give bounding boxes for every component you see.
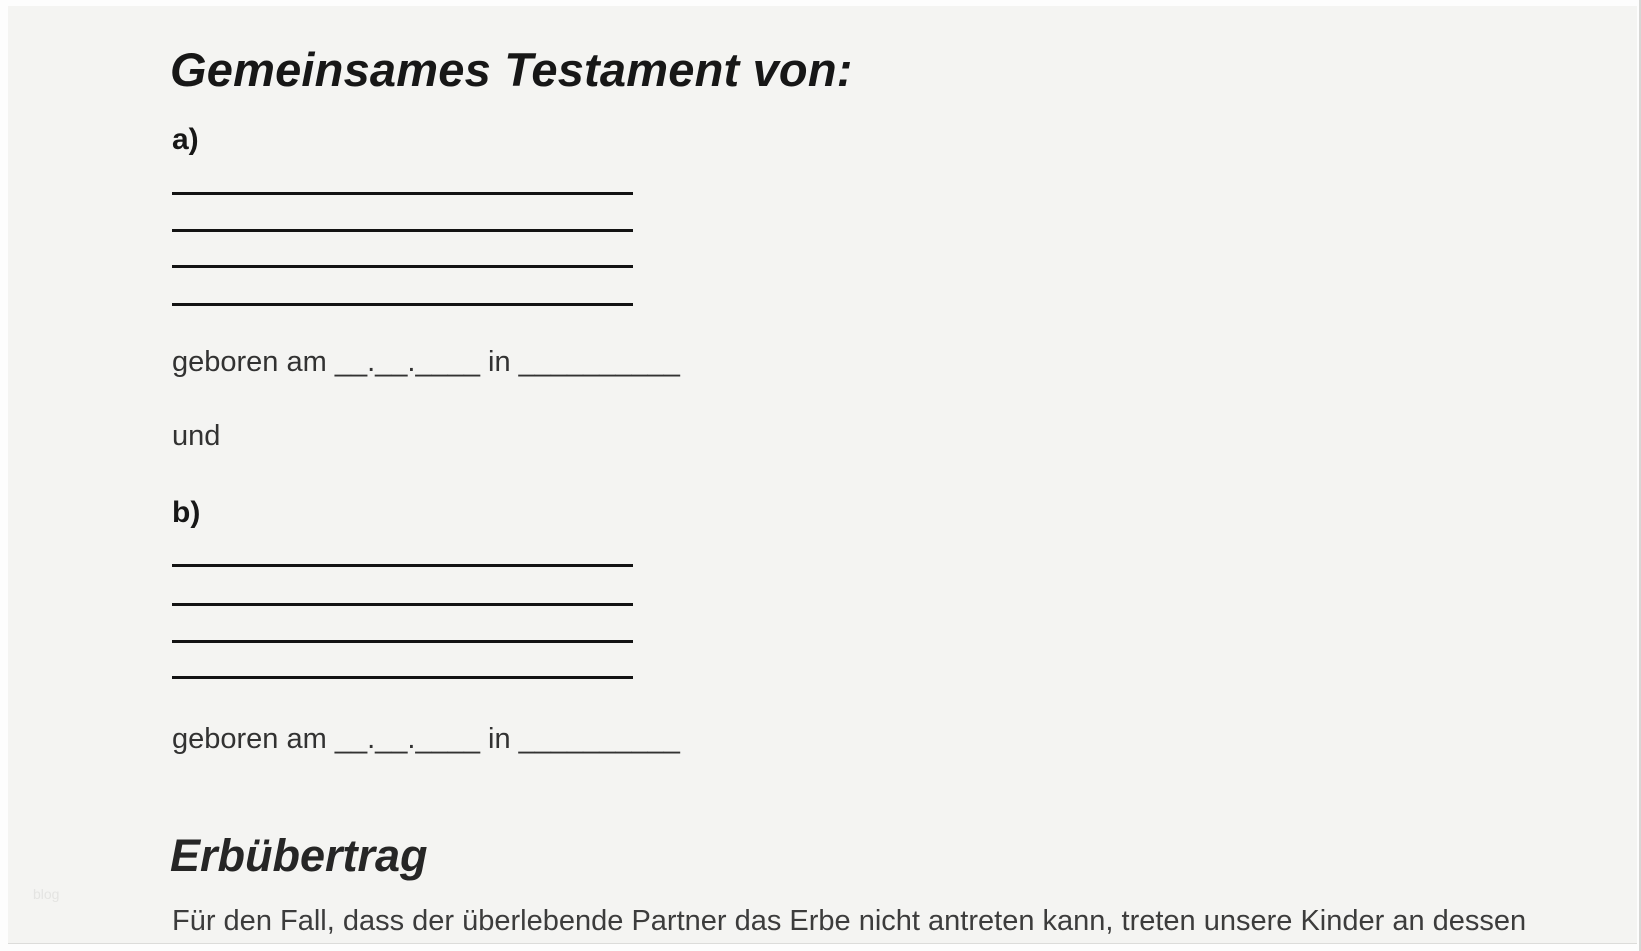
section-heading: Erbübertrag — [170, 830, 428, 881]
blank-line — [172, 603, 633, 606]
section-a-birth-line: geboren am __.__.____ in __________ — [172, 346, 680, 378]
body-paragraph: Für den Fall, dass der überlebende Partner das Erbe nicht antreten kann, treten unsere Kinder an dessen — [172, 905, 1527, 937]
section-b-birth-line: geboren am __.__.____ in __________ — [172, 723, 680, 755]
blank-line — [172, 640, 633, 643]
document-panel — [8, 6, 1637, 943]
page-bottom-edge — [8, 943, 1637, 944]
blank-line — [172, 303, 633, 306]
blank-line — [172, 229, 633, 232]
watermark-text: blog — [33, 886, 60, 902]
document-title: Gemeinsames Testament von: — [170, 43, 853, 96]
blank-line — [172, 676, 633, 679]
connector-text: und — [172, 420, 221, 452]
blank-line — [172, 265, 633, 268]
section-a-label: a) — [172, 123, 199, 156]
section-b-label: b) — [172, 496, 201, 529]
blank-line — [172, 564, 633, 567]
blank-line — [172, 192, 633, 195]
